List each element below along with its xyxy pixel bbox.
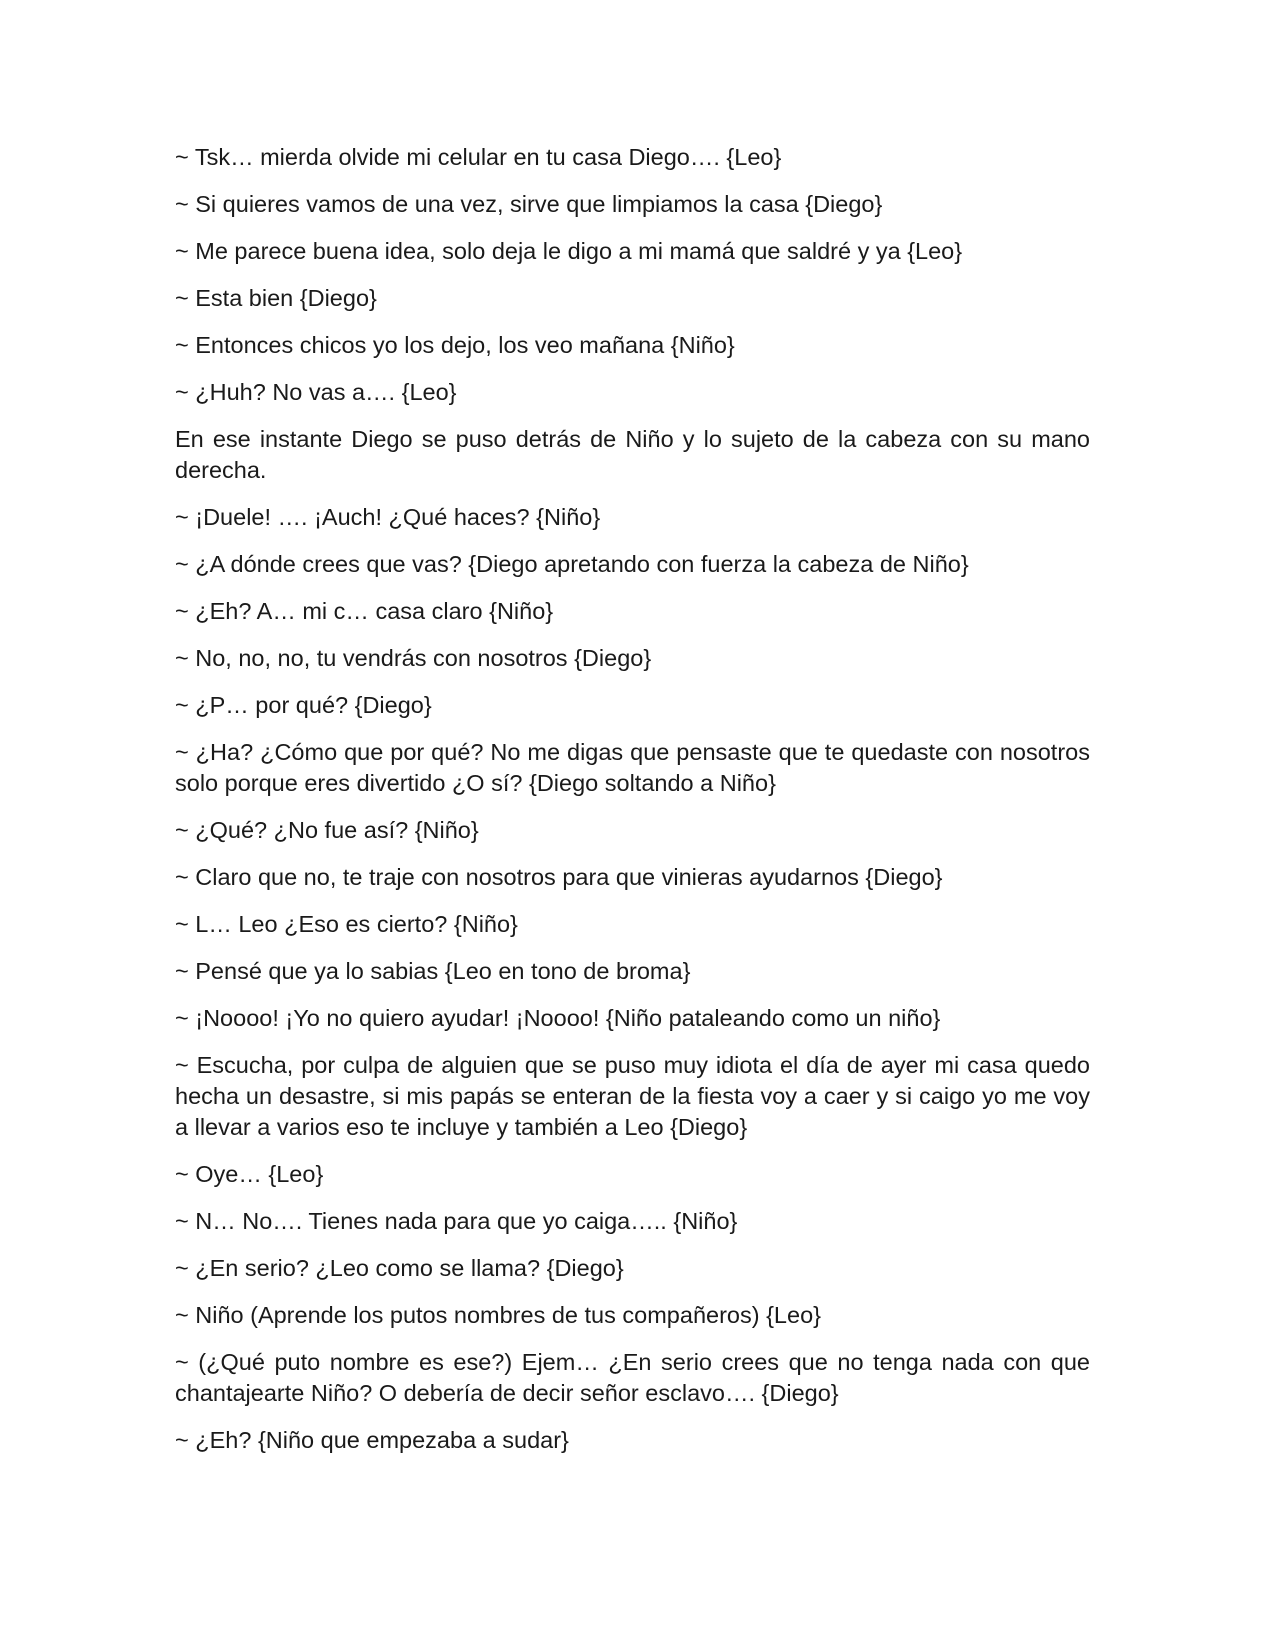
dialogue-line: ~ ¿Huh? No vas a…. {Leo} (175, 379, 457, 405)
dialogue-line: ~ L… Leo ¿Eso es cierto? {Niño} (175, 911, 518, 937)
dialogue-line: ~ Me parece buena idea, solo deja le digo a mi mamá que saldré y ya {Leo} (175, 238, 963, 264)
narration-paragraph: En ese instante Diego se puso detrás de Niño y lo sujeto de la cabeza con su mano derecha. (175, 426, 1090, 483)
dialogue-line: ~ Esta bien {Diego} (175, 285, 377, 311)
dialogue-line: ~ Pensé que ya lo sabias {Leo en tono de broma} (175, 958, 691, 984)
dialogue-line: ~ N… No…. Tienes nada para que yo caiga….. {Niño} (175, 1208, 738, 1234)
dialogue-line: ~ ¡Duele! …. ¡Auch! ¿Qué haces? {Niño} (175, 504, 601, 530)
dialogue-line: ~ ¿Eh? {Niño que empezaba a sudar} (175, 1427, 569, 1453)
dialogue-line: ~ ¡Noooo! ¡Yo no quiero ayudar! ¡Noooo! {Niño pataleando como un niño} (175, 1005, 941, 1031)
dialogue-line: ~ ¿Eh? A… mi c… casa claro {Niño} (175, 598, 554, 624)
dialogue-line: ~ Si quieres vamos de una vez, sirve que limpiamos la casa {Diego} (175, 191, 883, 217)
dialogue-line: ~ Tsk… mierda olvide mi celular en tu casa Diego…. {Leo} (175, 144, 782, 170)
dialogue-line: ~ ¿P… por qué? {Diego} (175, 692, 432, 718)
dialogue-line: ~ Escucha, por culpa de alguien que se puso muy idiota el día de ayer mi casa quedo hecha un desastre, si mis papás se enteran de la fiesta voy a caer y si caigo yo me voy a llevar a varios eso te incluye y también a Leo {Diego} (175, 1052, 1090, 1140)
dialogue-line: ~ (¿Qué puto nombre es ese?) Ejem… ¿En serio crees que no tenga nada con que chantajearte Niño? O debería de decir señor esclavo…. {Diego} (175, 1349, 1090, 1406)
dialogue-line: ~ Claro que no, te traje con nosotros para que vinieras ayudarnos {Diego} (175, 864, 943, 890)
dialogue-line: ~ Oye… {Leo} (175, 1161, 324, 1187)
document-page (175, 142, 1090, 1472)
dialogue-line: ~ ¿En serio? ¿Leo como se llama? {Diego} (175, 1255, 624, 1281)
dialogue-line: ~ Entonces chicos yo los dejo, los veo mañana {Niño} (175, 332, 735, 358)
dialogue-line: ~ ¿Qué? ¿No fue así? {Niño} (175, 817, 479, 843)
dialogue-line: ~ ¿Ha? ¿Cómo que por qué? No me digas que pensaste que te quedaste con nosotros solo porque eres divertido ¿O sí? {Diego soltando a Niño} (175, 739, 1090, 796)
dialogue-line: ~ Niño (Aprende los putos nombres de tus compañeros) {Leo} (175, 1302, 821, 1328)
dialogue-line: ~ No, no, no, tu vendrás con nosotros {Diego} (175, 645, 652, 671)
dialogue-line: ~ ¿A dónde crees que vas? {Diego apretando con fuerza la cabeza de Niño} (175, 551, 969, 577)
